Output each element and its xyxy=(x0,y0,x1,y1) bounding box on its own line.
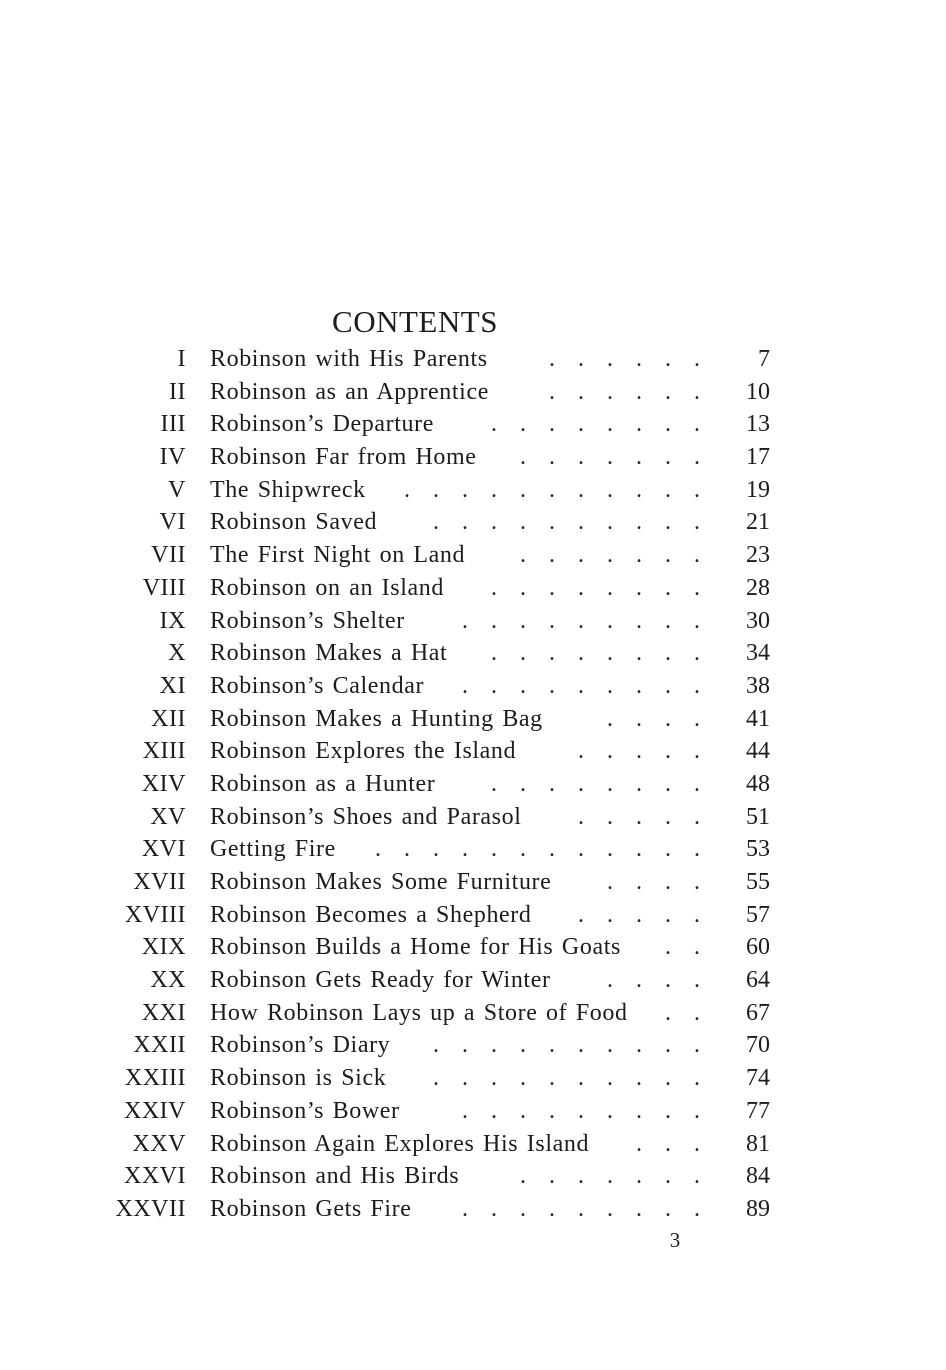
chapter-number: IV xyxy=(159,444,186,471)
chapter-title: Robinson with His Parents xyxy=(210,346,488,372)
chapter-number: V xyxy=(168,476,186,503)
chapter-number: XVII xyxy=(133,869,186,895)
chapter-number: VIII xyxy=(142,574,186,601)
toc-row xyxy=(100,833,770,866)
leader-dots: ..... xyxy=(578,803,723,830)
chapter-page: 81 xyxy=(746,1130,770,1157)
chapter-title: Robinson’s Diary xyxy=(210,1032,391,1059)
chapter-page: 84 xyxy=(746,1163,770,1190)
chapter-title: Robinson’s Shelter xyxy=(210,607,405,634)
leader-dots: .. xyxy=(665,934,723,961)
leader-dots: .... xyxy=(607,705,723,732)
chapter-page: 89 xyxy=(746,1195,770,1222)
chapter-title: The Shipwreck xyxy=(210,476,366,503)
leader-dots: ......... xyxy=(462,607,723,634)
chapter-page: 64 xyxy=(746,967,770,994)
chapter-page: 74 xyxy=(746,1065,770,1092)
leader-dots: ....... xyxy=(520,444,723,471)
chapter-number: III xyxy=(160,411,186,438)
chapter-page: 38 xyxy=(746,672,770,699)
leader-dots: ........ xyxy=(491,411,723,438)
leader-dots: ... xyxy=(636,1130,723,1157)
toc-row xyxy=(100,441,770,474)
chapter-number: XIX xyxy=(141,934,186,961)
leader-dots: ........ xyxy=(491,770,723,797)
chapter-title: Robinson’s Calendar xyxy=(210,672,425,699)
toc-row xyxy=(100,343,770,376)
chapter-number: XVI xyxy=(141,836,186,863)
chapter-page: 41 xyxy=(746,705,770,732)
chapter-title: Robinson and His Birds xyxy=(210,1163,460,1190)
leader-dots: ..... xyxy=(578,738,723,765)
chapter-number: XXVII xyxy=(115,1195,186,1222)
chapter-page: 48 xyxy=(746,770,770,797)
toc-row xyxy=(100,1029,770,1062)
leader-dots: ....... xyxy=(520,542,723,569)
chapter-page: 67 xyxy=(746,999,770,1026)
chapter-title: The First Night on Land xyxy=(210,542,466,569)
toc-row xyxy=(100,506,770,539)
chapter-title: Getting Fire xyxy=(210,836,336,863)
leader-dots: .. xyxy=(665,999,723,1026)
toc-row xyxy=(100,408,770,441)
chapter-number: XIV xyxy=(141,770,186,797)
leader-dots: .......... xyxy=(433,1065,723,1092)
chapter-number: XVIII xyxy=(124,901,186,928)
chapter-title: Robinson’s Departure xyxy=(210,411,434,438)
toc-row xyxy=(100,539,770,572)
toc-row xyxy=(100,1128,770,1161)
chapter-title: Robinson Saved xyxy=(210,509,378,536)
chapter-page: 55 xyxy=(746,869,770,895)
chapter-number: II xyxy=(169,378,186,405)
toc-row xyxy=(100,1193,770,1226)
toc-row xyxy=(100,735,770,768)
chapter-title: How Robinson Lays up a Store of Food xyxy=(210,999,628,1026)
chapter-number: XIII xyxy=(142,738,186,765)
toc-row xyxy=(100,474,770,507)
page-title: CONTENTS xyxy=(332,303,498,339)
chapter-page: 21 xyxy=(746,509,770,536)
toc-row xyxy=(100,376,770,409)
chapter-page: 77 xyxy=(746,1097,770,1124)
chapter-title: Robinson Builds a Home for His Goats xyxy=(210,934,621,961)
toc-row xyxy=(100,605,770,638)
chapter-number: IX xyxy=(159,607,186,634)
chapter-number: XX xyxy=(150,967,186,994)
toc-row xyxy=(100,670,770,703)
chapter-page: 7 xyxy=(758,346,770,372)
chapter-number: XXII xyxy=(133,1032,186,1059)
chapter-number: XII xyxy=(151,705,186,732)
chapter-title: Robinson as a Hunter xyxy=(210,770,436,797)
chapter-page: 13 xyxy=(746,411,770,438)
chapter-page: 19 xyxy=(746,476,770,503)
leader-dots: ........... xyxy=(404,476,723,503)
toc-row xyxy=(100,1160,770,1193)
chapter-title: Robinson as an Apprentice xyxy=(210,378,489,405)
chapter-page: 70 xyxy=(746,1032,770,1059)
chapter-title: Robinson on an Island xyxy=(210,574,444,601)
chapter-number: XXV xyxy=(132,1130,186,1157)
leader-dots: ....... xyxy=(520,1163,723,1190)
chapter-page: 34 xyxy=(746,640,770,667)
table-of-contents xyxy=(100,343,770,1226)
chapter-page: 53 xyxy=(746,836,770,863)
toc-row xyxy=(100,931,770,964)
leader-dots: .......... xyxy=(433,509,723,536)
chapter-number: XXIII xyxy=(124,1065,186,1092)
toc-row xyxy=(100,964,770,997)
chapter-number: XXI xyxy=(141,999,186,1026)
chapter-title: Robinson’s Shoes and Parasol xyxy=(210,803,522,830)
chapter-page: 28 xyxy=(746,574,770,601)
chapter-title: Robinson Makes a Hat xyxy=(210,640,448,667)
toc-row xyxy=(100,801,770,834)
chapter-title: Robinson Becomes a Shepherd xyxy=(210,901,532,928)
leader-dots: ........ xyxy=(491,640,723,667)
toc-row xyxy=(100,997,770,1030)
leader-dots: ......... xyxy=(462,1097,723,1124)
chapter-title: Robinson Gets Fire xyxy=(210,1195,412,1222)
toc-row xyxy=(100,866,770,899)
chapter-number: XXIV xyxy=(124,1097,186,1124)
chapter-number: I xyxy=(177,346,186,372)
toc-row xyxy=(100,1095,770,1128)
chapter-title: Robinson Makes a Hunting Bag xyxy=(210,705,543,732)
chapter-title: Robinson Gets Ready for Winter xyxy=(210,967,551,994)
leader-dots: ...... xyxy=(549,378,723,405)
leader-dots: ......... xyxy=(462,672,723,699)
chapter-title: Robinson Far from Home xyxy=(210,444,477,471)
page-number: 3 xyxy=(669,1228,681,1252)
leader-dots: .......... xyxy=(433,1032,723,1059)
toc-row xyxy=(100,637,770,670)
chapter-number: VI xyxy=(159,509,186,536)
chapter-page: 60 xyxy=(746,934,770,961)
toc-row xyxy=(100,768,770,801)
chapter-title: Robinson Explores the Island xyxy=(210,738,517,765)
leader-dots: ..... xyxy=(578,901,723,928)
toc-row xyxy=(100,703,770,736)
chapter-title: Robinson is Sick xyxy=(210,1065,387,1092)
chapter-number: VII xyxy=(151,542,186,569)
toc-row xyxy=(100,572,770,605)
leader-dots: ........ xyxy=(491,574,723,601)
leader-dots: ...... xyxy=(549,346,723,372)
chapter-title: Robinson’s Bower xyxy=(210,1097,400,1124)
leader-dots: .... xyxy=(607,869,723,895)
toc-row xyxy=(100,899,770,932)
chapter-number: XV xyxy=(150,803,186,830)
chapter-title: Robinson Makes Some Furniture xyxy=(210,869,552,895)
chapter-number: XXVI xyxy=(124,1163,186,1190)
chapter-page: 17 xyxy=(746,444,770,471)
leader-dots: .... xyxy=(607,967,723,994)
chapter-page: 44 xyxy=(746,738,770,765)
chapter-number: X xyxy=(168,640,186,667)
toc-row xyxy=(100,1062,770,1095)
chapter-page: 10 xyxy=(746,378,770,405)
chapter-page: 51 xyxy=(746,803,770,830)
chapter-page: 30 xyxy=(746,607,770,634)
leader-dots: ............ xyxy=(375,836,723,863)
chapter-page: 57 xyxy=(746,901,770,928)
leader-dots: ......... xyxy=(462,1195,723,1222)
chapter-page: 23 xyxy=(746,542,770,569)
chapter-title: Robinson Again Explores His Island xyxy=(210,1130,590,1157)
chapter-number: XI xyxy=(159,672,186,699)
